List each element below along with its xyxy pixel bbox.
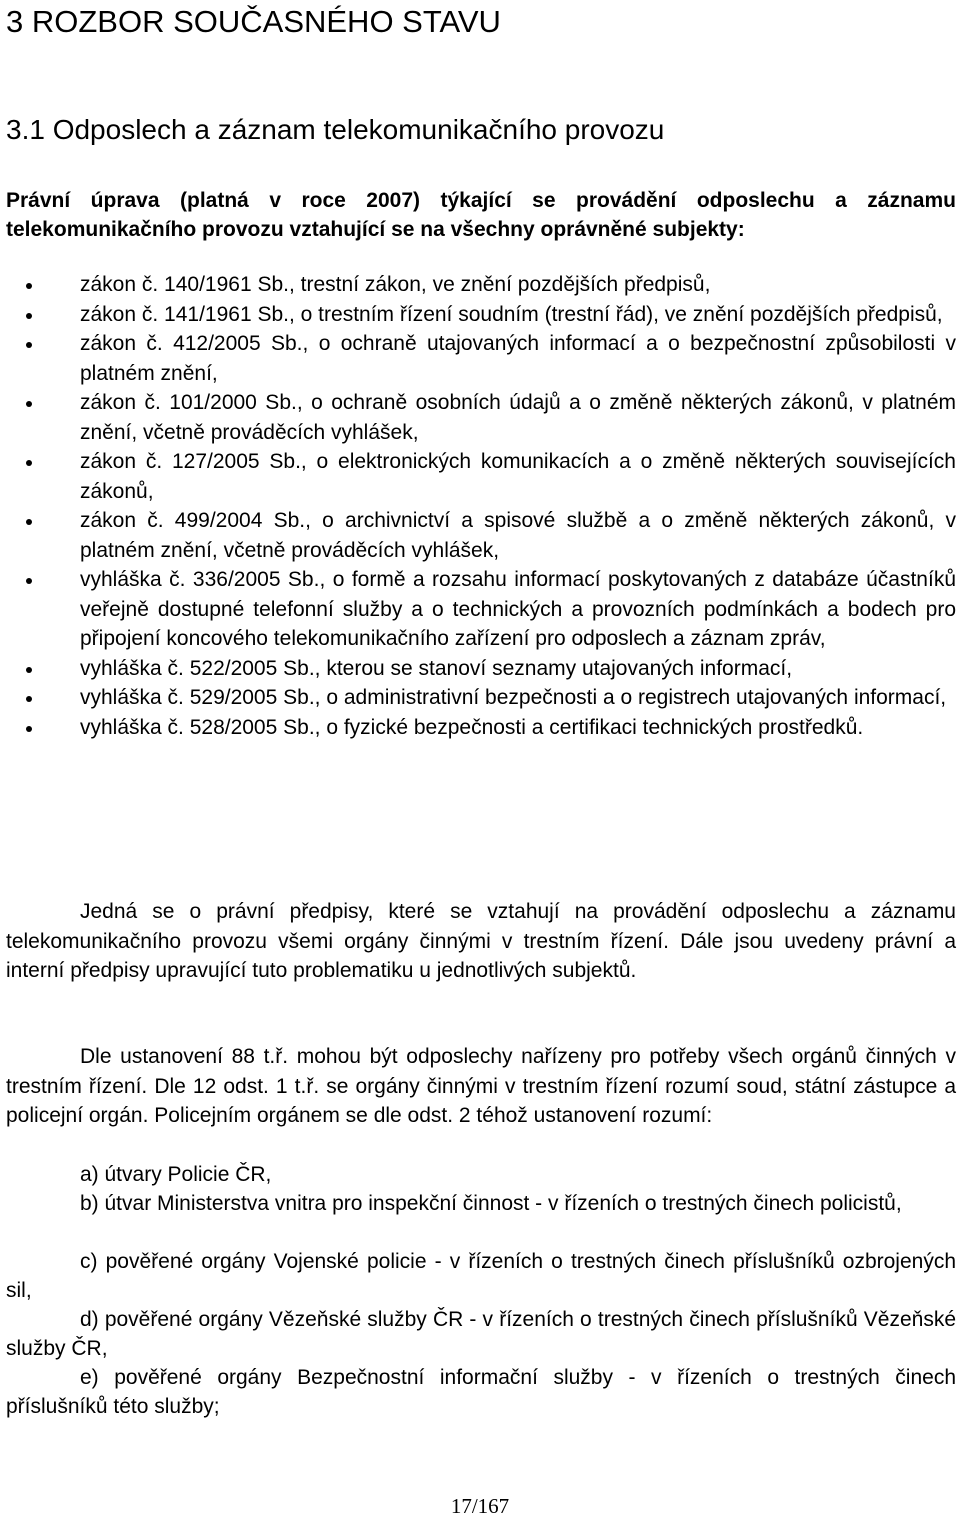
law-description: , o archivnictví a spisové službě a o změně některých zákonů, v platném znění, včetně prováděcích vyhlášek, (80, 509, 956, 562)
bullet-icon (26, 726, 32, 732)
law-description: , o ochraně osobních údajů a o změně některých zákonů, v platném znění, včetně prováděcích vyhlášek, (80, 391, 956, 444)
list-item (0, 270, 956, 300)
legislation-list (0, 270, 956, 742)
bullet-icon (26, 519, 32, 525)
organ-item-a: a) útvary Policie ČR, (80, 1163, 272, 1186)
list-item (0, 329, 956, 388)
list-item (0, 565, 956, 654)
law-name: zákon č. 101/2000 Sb. (80, 391, 297, 414)
bullet-icon (26, 696, 32, 702)
body-paragraph-2: Dle ustanovení 88 t.ř. mohou být odposlechy nařízeny pro potřeby všech orgánů činných v trestním řízení. Dle 12 odst. 1 t.ř. se orgány činnými v trestním řízení rozumí soud, státní zástupce a policejní orgán. Policejním orgánem se dle odst. 2 téhož ustanovení rozumí: (6, 1045, 956, 1127)
law-description: , o elektronických komunikacích a o změně některých souvisejících zákonů, (80, 450, 956, 503)
law-name: zákon č. 412/2005 Sb. (80, 332, 303, 355)
organ-item-d: d) pověřené orgány Vězeňské služby ČR - v řízeních o trestných činech příslušníků Vězeňské služby ČR, (6, 1308, 956, 1360)
law-name: zákon č. 140/1961 Sb. (80, 273, 289, 296)
organ-item-c: c) pověřené orgány Vojenské policie - v řízeních o trestných činech příslušníků ozbrojených sil, (6, 1250, 956, 1302)
list-item (0, 654, 956, 684)
law-name: vyhláška č. 528/2005 Sb. (80, 715, 315, 739)
chapter-heading: 3 ROZBOR SOUČASNÉHO STAVU (6, 4, 501, 39)
law-description: , o trestním řízení soudním (trestní řád), ve znění pozdějších předpisů, (289, 302, 943, 326)
law-description: , trestní zákon, ve znění pozdějších předpisů, (289, 273, 711, 296)
law-name: zákon č. 141/1961 Sb. (80, 302, 289, 326)
bullet-icon (26, 342, 32, 348)
law-description: , o administrativní bezpečnosti a o registrech utajovaných informací, (314, 686, 947, 709)
bullet-icon (26, 667, 32, 673)
organ-item-b: b) útvar Ministerstva vnitra pro inspekční činnost - v řízeních o trestných činech policistů, (80, 1192, 902, 1215)
body-paragraph-1: Jedná se o právní předpisy, které se vztahují na provádění odposlechu a záznamu telekomunikačního provozu všemi orgány činnými v trestním řízení. Dále jsou uvedeny právní a interní předpisy upravující tuto problematiku u jednotlivých subjektů. (6, 900, 956, 982)
list-item (0, 388, 956, 447)
list-item (0, 506, 956, 565)
bullet-icon (26, 401, 32, 407)
law-description: , o ochraně utajovaných informací a o bezpečnostní způsobilosti v platném znění, (80, 332, 956, 385)
law-name: vyhláška č. 336/2005 Sb. (80, 568, 320, 591)
law-description: , o fyzické bezpečnosti a certifikaci technických prostředků. (314, 715, 864, 739)
law-description: , o formě a rozsahu informací poskytovaných z databáze účastníků veřejně dostupné telefonní služby a o technických a provozních podmínkách a bodech pro připojení koncového telekomunikačního zařízení pro odposlech a záznam zpráv, (80, 568, 956, 650)
law-name: vyhláška č. 522/2005 Sb. (80, 656, 315, 680)
subsection-heading: Právní úprava (platná v roce 2007) týkající se provádění odposlechu a záznamu telekomunikačního provozu vztahující se na všechny oprávněné subjekty: (6, 189, 956, 241)
law-description: , kterou se stanoví seznamy utajovaných informací, (314, 656, 793, 680)
list-item (0, 683, 956, 713)
list-item (0, 447, 956, 506)
list-item (0, 300, 956, 330)
law-name: vyhláška č. 529/2005 Sb. (80, 686, 315, 709)
bullet-icon (26, 460, 32, 466)
list-item (0, 713, 956, 743)
bullet-icon (26, 313, 32, 319)
bullet-icon (26, 283, 32, 289)
law-name: zákon č. 127/2005 Sb. (80, 450, 301, 473)
section-heading: 3.1 Odposlech a záznam telekomunikačního provozu (6, 114, 665, 145)
organ-item-e: e) pověřené orgány Bezpečnostní informační služby - v řízeních o trestných činech příslušníků této služby; (6, 1366, 956, 1418)
page-number: 17/167 (450, 1494, 510, 1518)
bullet-icon (26, 578, 32, 584)
law-name: zákon č. 499/2004 Sb. (80, 509, 306, 532)
